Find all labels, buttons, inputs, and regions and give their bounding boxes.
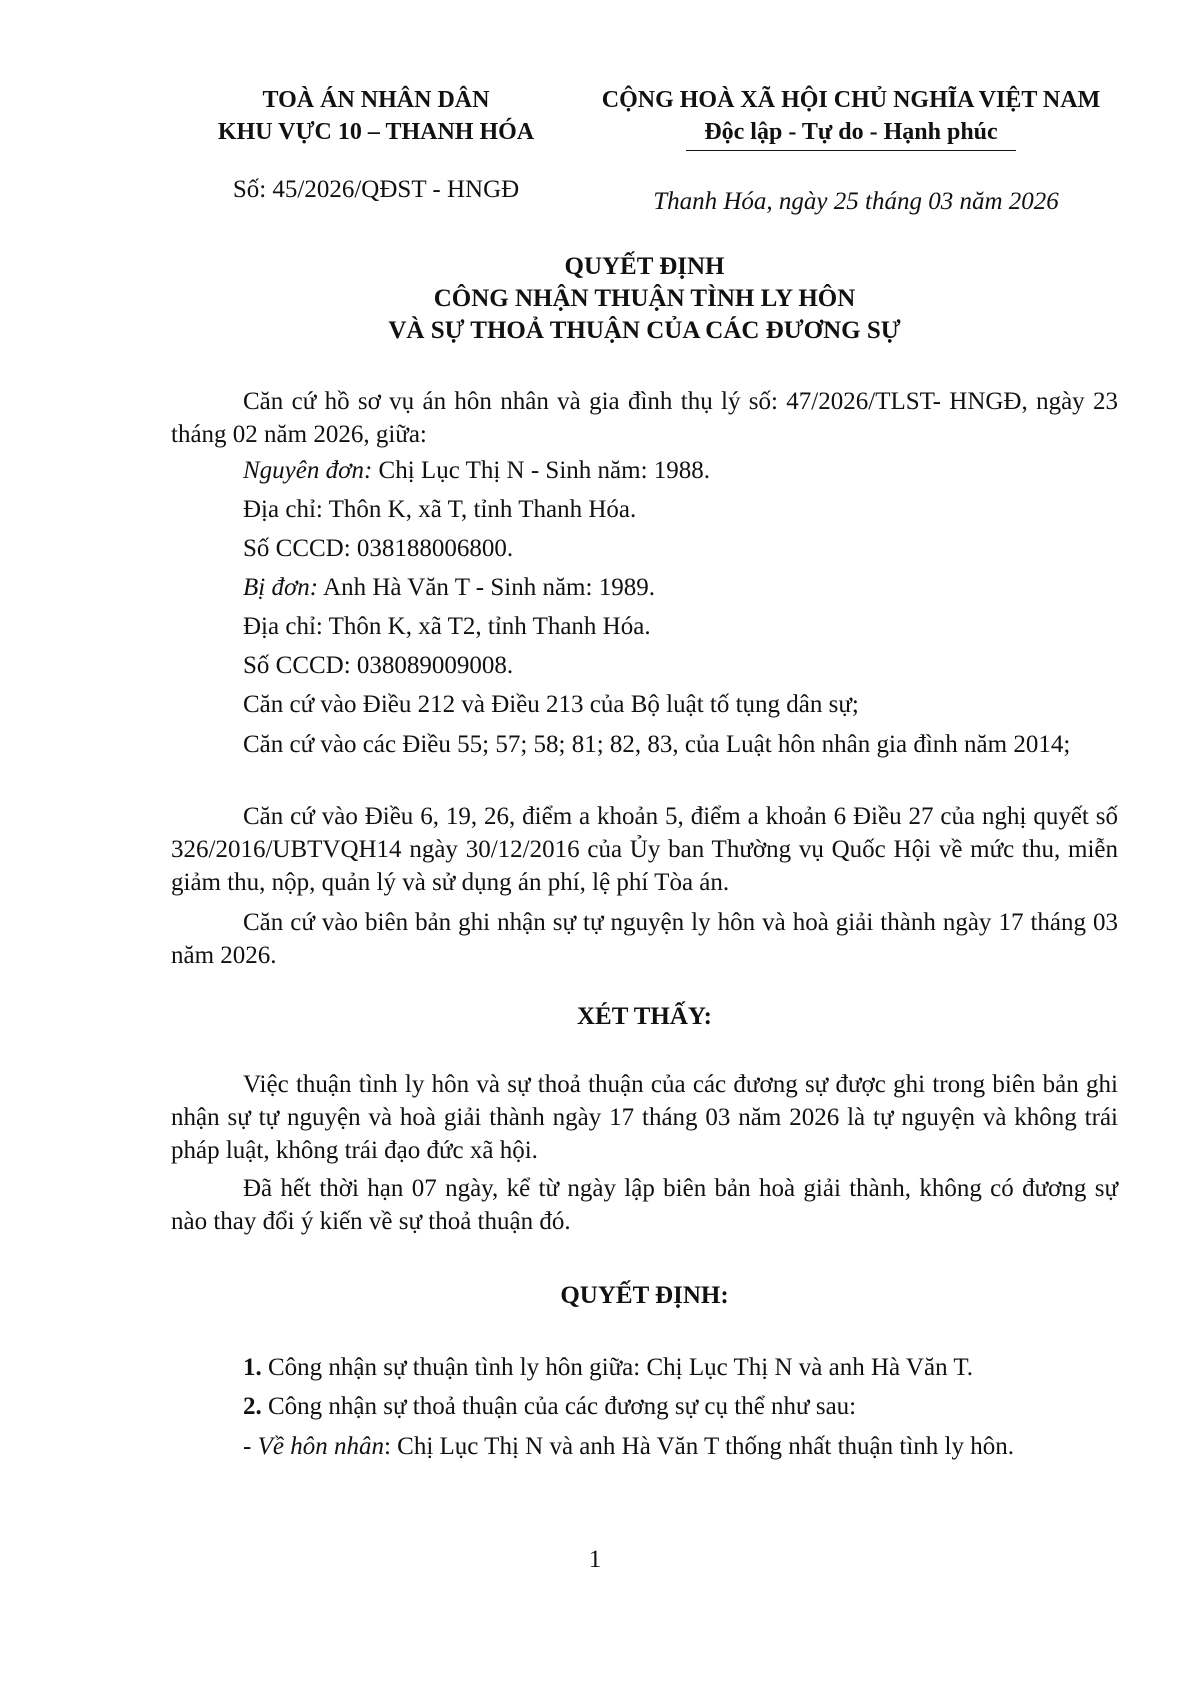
decision-item-1-number: 1. — [243, 1354, 262, 1381]
page-number: 1 — [588, 1546, 602, 1573]
nation-name: CỘNG HOÀ XÃ HỘI CHỦ NGHĨA VIỆT NAM — [601, 87, 1101, 113]
marriage-law-basis: Căn cứ vào các Điều 55; 57; 58; 81; 82, 83, của Luật hôn nhân gia đình năm 2014; — [243, 731, 1071, 758]
decision-heading: QUYẾT ĐỊNH: — [560, 1282, 729, 1309]
findings-paragraph-1: Việc thuận tình ly hôn và sự thoả thuận của các đương sự được ghi trong biên bản ghi nhận sự tự nguyện và hoà giải thành ngày 17 tháng 03 năm 2026 là tự nguyện và không trái pháp luật, không trái đạo đức xã hội. — [171, 1071, 1118, 1164]
defendant-info: Anh Hà Văn T - Sinh năm: 1989. — [318, 574, 655, 601]
court-name-line1: TOÀ ÁN NHÂN DÂN — [262, 87, 490, 113]
defendant-label: Bị đơn: — [243, 574, 319, 601]
marriage-agreement-text: : Chị Lục Thị N và anh Hà Văn T thống nhất thuận tình ly hôn. — [383, 1433, 1014, 1460]
case-record-paragraph: Căn cứ hồ sơ vụ án hôn nhân và gia đình thụ lý số: 47/2026/TLST- HNGĐ, ngày 23 tháng 02 năm 2026, giữa: — [171, 388, 1118, 448]
findings-section — [171, 1068, 1118, 1238]
marriage-agreement-label: - Về hôn nhân — [243, 1433, 384, 1460]
plaintiff-info: Chị Lục Thị N - Sinh năm: 1988. — [372, 457, 711, 484]
place-and-date: Thanh Hóa, ngày 25 tháng 03 năm 2026 — [653, 188, 1059, 215]
findings-paragraph-2: Đã hết thời hạn 07 ngày, kể từ ngày lập biên bản hoà giải thành, không có đương sự nào thay đổi ý kiến về sự thoả thuận đó. — [171, 1175, 1118, 1235]
defendant-line — [171, 568, 1118, 607]
defendant-address: Địa chỉ: Thôn K, xã T2, tỉnh Thanh Hóa. — [243, 613, 651, 640]
marriage-agreement — [171, 1430, 1118, 1463]
decision-item-2 — [171, 1387, 1118, 1426]
plaintiff-line — [171, 451, 1118, 490]
decision-item-2-number: 2. — [243, 1393, 262, 1420]
defendant-id: Số CCCD: 038089009008. — [243, 652, 514, 679]
national-motto: Độc lập - Tự do - Hạnh phúc — [704, 119, 998, 145]
court-name-line2: KHU VỰC 10 – THANH HÓA — [217, 119, 535, 145]
decision-item-2-text: Công nhận sự thoả thuận của các đương sự cụ thể như sau: — [261, 1393, 857, 1420]
decision-item-1 — [171, 1348, 1118, 1387]
plaintiff-label: Nguyên đơn: — [243, 457, 373, 484]
document-number: Số: 45/2026/QĐST - HNGĐ — [232, 176, 520, 203]
decision-subtitle-line1: CÔNG NHẬN THUẬN TÌNH LY HÔN — [433, 285, 856, 312]
decision-section — [171, 1348, 1118, 1463]
motto-underline — [686, 150, 1016, 151]
civil-procedure-basis: Căn cứ vào Điều 212 và Điều 213 của Bộ luật tố tụng dân sự; — [243, 691, 859, 718]
court-fee-basis: Căn cứ vào Điều 6, 19, 26, điểm a khoản 5, điểm a khoản 6 Điều 27 của nghị quyết số 326/2016/UBTVQH14 ngày 30/12/2016 của Ủy ban Thường vụ Quốc Hội về mức thu, miễn giảm thu, nộp, quản lý và sử dụng án phí, lệ phí Tòa án. — [171, 803, 1118, 896]
decision-item-1-text: Công nhận sự thuận tình ly hôn giữa: Chị Lục Thị N và anh Hà Văn T. — [261, 1354, 974, 1381]
legal-basis-section — [171, 385, 1118, 972]
reconciliation-record-basis: Căn cứ vào biên bản ghi nhận sự tự nguyện ly hôn và hoà giải thành ngày 17 tháng 03 năm 2026. — [171, 909, 1118, 969]
plaintiff-address: Địa chỉ: Thôn K, xã T, tỉnh Thanh Hóa. — [243, 496, 637, 523]
plaintiff-id: Số CCCD: 038188006800. — [243, 535, 514, 562]
decision-title: QUYẾT ĐỊNH — [564, 253, 725, 280]
decision-subtitle-line2: VÀ SỰ THOẢ THUẬN CỦA CÁC ĐƯƠNG SỰ — [388, 317, 901, 344]
findings-heading: XÉT THẤY: — [576, 1003, 712, 1030]
